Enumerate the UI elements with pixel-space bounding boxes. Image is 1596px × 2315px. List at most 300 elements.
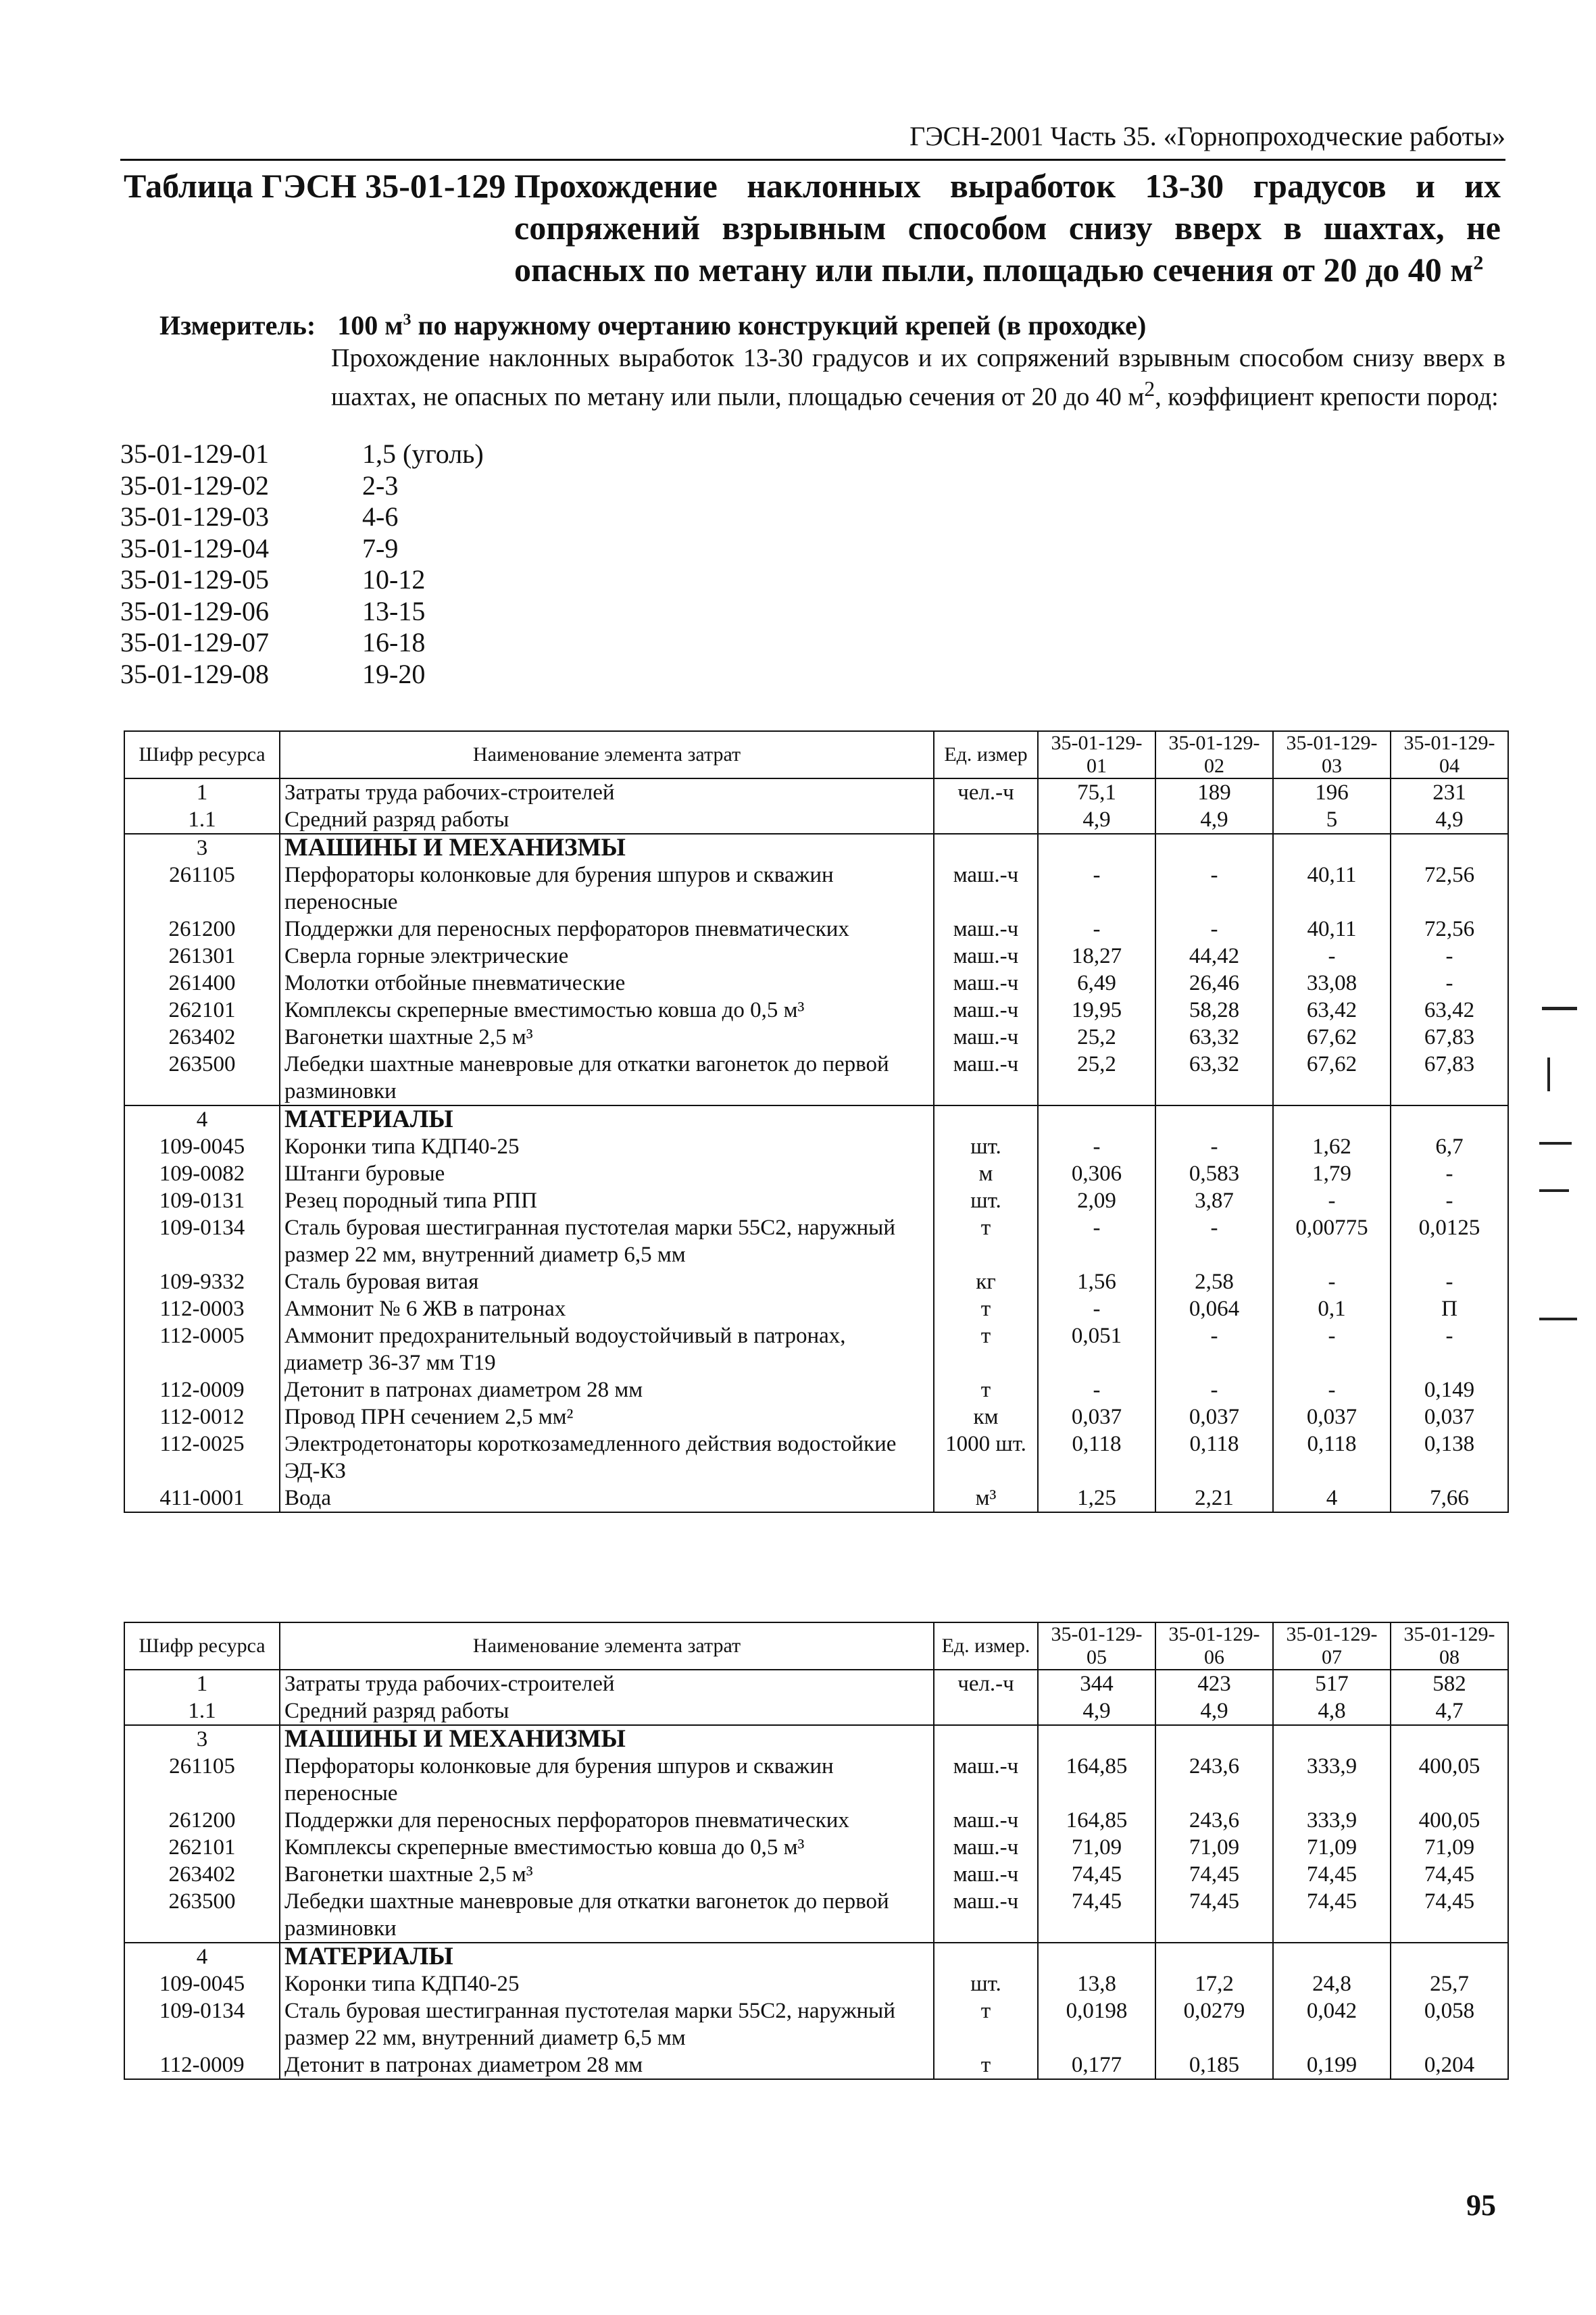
table-row: [124, 1160, 1508, 1187]
cost-element-name: Коронки типа КДП40-25: [280, 1970, 934, 1997]
norm-value: 5: [1273, 806, 1391, 834]
resource-code: 262101: [124, 997, 280, 1024]
norm-value: -: [1391, 943, 1508, 970]
norm-value: 333,9: [1273, 1753, 1391, 1807]
resource-code: 261400: [124, 970, 280, 997]
resource-table-2: [124, 1622, 1509, 2080]
unit: маш.-ч: [934, 997, 1038, 1024]
measure-label: Измеритель:: [159, 310, 316, 341]
scan-mark: [1539, 1318, 1577, 1320]
norm-value: 231: [1391, 778, 1508, 806]
norm-value: 400,05: [1391, 1753, 1508, 1807]
cost-element-name: Затраты труда рабочих-строителей: [280, 1670, 934, 1697]
table-row: [124, 806, 1508, 834]
norm-value: -: [1038, 916, 1155, 943]
cost-element-name: Сверла горные электрические: [280, 943, 934, 970]
norm-value: 400,05: [1391, 1807, 1508, 1834]
unit: т: [934, 1322, 1038, 1376]
norm-value: 25,2: [1038, 1051, 1155, 1105]
norm-value: 196: [1273, 778, 1391, 806]
unit: шт.: [934, 1970, 1038, 1997]
resource-code: 411-0001: [124, 1485, 280, 1512]
norm-value: 58,28: [1155, 997, 1273, 1024]
resource-code: 1.1: [124, 806, 280, 834]
norm-value: -: [1273, 1322, 1391, 1376]
norm-value: 164,85: [1038, 1753, 1155, 1807]
cost-element-name: Молотки отбойные пневматические: [280, 970, 934, 997]
header-cost-element: Наименование элемента затрат: [280, 731, 934, 778]
norm-value: 75,1: [1038, 778, 1155, 806]
norm-value: 243,6: [1155, 1807, 1273, 1834]
unit: маш.-ч: [934, 1888, 1038, 1943]
norm-value: 13,8: [1038, 1970, 1155, 1997]
norm-value: 0,042: [1273, 1997, 1391, 2051]
table-row: [124, 1403, 1508, 1430]
norm-value: -: [1391, 970, 1508, 997]
cost-element-name: Сталь буровая витая: [280, 1268, 934, 1295]
norm-value: [1273, 834, 1391, 862]
unit: м: [934, 1160, 1038, 1187]
norm-value: 1,25: [1038, 1485, 1155, 1512]
norm-value: -: [1155, 1322, 1273, 1376]
table-row: [124, 1322, 1508, 1376]
norm-value: 25,2: [1038, 1024, 1155, 1051]
cost-element-name: Детонит в патронах диаметром 28 мм: [280, 2051, 934, 2079]
table-row: [124, 1051, 1508, 1105]
code-id: 35-01-129-01: [120, 439, 269, 469]
measure-value: 100 $м^3$ по наружному очертанию конструкций крепей (в проходке): [337, 310, 1147, 341]
table-row: [124, 1376, 1508, 1403]
norm-value: 0,0198: [1038, 1997, 1155, 2051]
norm-value: 0,138: [1391, 1430, 1508, 1485]
norm-value: 0,037: [1391, 1403, 1508, 1430]
norm-value: 4,7: [1391, 1697, 1508, 1725]
table-header-row: [124, 731, 1508, 778]
table-row: [124, 1187, 1508, 1214]
norm-value: 67,62: [1273, 1051, 1391, 1105]
norm-value: -: [1273, 1376, 1391, 1403]
norm-value: -: [1155, 916, 1273, 943]
norm-value: 17,2: [1155, 1970, 1273, 1997]
norm-value: [1155, 1105, 1273, 1133]
norm-value: 4,9: [1391, 806, 1508, 834]
unit: т: [934, 1997, 1038, 2051]
norm-value: -: [1391, 1160, 1508, 1187]
norm-value: 0,064: [1155, 1295, 1273, 1322]
unit: маш.-ч: [934, 1834, 1038, 1861]
norm-value: [1155, 1725, 1273, 1753]
norm-value: 72,56: [1391, 862, 1508, 916]
section-row: [124, 1105, 1508, 1133]
norm-value: 1,56: [1038, 1268, 1155, 1295]
unit: 1000 шт.: [934, 1430, 1038, 1485]
unit: т: [934, 1376, 1038, 1403]
norm-value: 344: [1038, 1670, 1155, 1697]
resource-code: 261105: [124, 1753, 280, 1807]
table-row: [124, 1697, 1508, 1725]
table-row: [124, 1268, 1508, 1295]
norm-value: -: [1038, 862, 1155, 916]
scan-mark: [1542, 1007, 1577, 1010]
unit: шт.: [934, 1187, 1038, 1214]
norm-value: [1155, 1943, 1273, 1970]
cost-element-name: МАШИНЫ И МЕХАНИЗМЫ: [280, 834, 934, 862]
norm-value: [1155, 834, 1273, 862]
norm-value: -: [1038, 1295, 1155, 1322]
resource-code: 261105: [124, 862, 280, 916]
norm-value: [1391, 1943, 1508, 1970]
norm-value: 0,037: [1273, 1403, 1391, 1430]
norm-value: 0,037: [1155, 1403, 1273, 1430]
norm-value: 44,42: [1155, 943, 1273, 970]
table-row: [124, 1214, 1508, 1268]
table-row: [124, 1024, 1508, 1051]
norm-value: [1273, 1943, 1391, 1970]
code-value: 16-18: [362, 627, 426, 657]
norm-value: 517: [1273, 1670, 1391, 1697]
table-row: [124, 970, 1508, 997]
cost-element-name: Вагонетки шахтные 2,5 м³: [280, 1861, 934, 1888]
norm-value: 67,62: [1273, 1024, 1391, 1051]
resource-code: 263402: [124, 1861, 280, 1888]
table-row: [124, 997, 1508, 1024]
norm-value: 0,037: [1038, 1403, 1155, 1430]
resource-code: 112-0025: [124, 1430, 280, 1485]
table-row: [124, 2051, 1508, 2079]
measure-row: [159, 309, 1146, 341]
norm-value: 25,7: [1391, 1970, 1508, 1997]
resource-code: 1.1: [124, 1697, 280, 1725]
resource-code: 109-0131: [124, 1187, 280, 1214]
unit: [934, 834, 1038, 862]
norm-value: 74,45: [1038, 1888, 1155, 1943]
norm-value: 0,583: [1155, 1160, 1273, 1187]
norm-value: 74,45: [1155, 1888, 1273, 1943]
code-value: 13-15: [362, 595, 426, 626]
table-row: [124, 916, 1508, 943]
norm-value: 0,0279: [1155, 1997, 1273, 2051]
resource-code: 109-9332: [124, 1268, 280, 1295]
norm-value: 189: [1155, 778, 1273, 806]
norm-value: -: [1273, 1187, 1391, 1214]
unit: [934, 1697, 1038, 1725]
table-row: [124, 778, 1508, 806]
table-row: [124, 1485, 1508, 1512]
norm-value: 243,6: [1155, 1753, 1273, 1807]
norm-value: 423: [1155, 1670, 1273, 1697]
cost-element-name: МАТЕРИАЛЫ: [280, 1105, 934, 1133]
cost-element-name: Вагонетки шахтные 2,5 м³: [280, 1024, 934, 1051]
unit: маш.-ч: [934, 1861, 1038, 1888]
section-row: [124, 834, 1508, 862]
norm-value: 0,149: [1391, 1376, 1508, 1403]
norm-value: [1038, 1725, 1155, 1753]
resource-code: 109-0134: [124, 1214, 280, 1268]
header-norm-1: 35-01-129-01: [1038, 731, 1155, 778]
norm-value: [1273, 1725, 1391, 1753]
norm-value: 26,46: [1155, 970, 1273, 997]
norm-value: [1038, 1105, 1155, 1133]
norm-value: 0,306: [1038, 1160, 1155, 1187]
resource-code: 109-0045: [124, 1133, 280, 1160]
table-row: [124, 1753, 1508, 1807]
table-row: [124, 1670, 1508, 1697]
title-text: Прохождение наклонных выработок 13-30 градусов и их сопряжений взрывным способом снизу вверх в шахтах, не опасных по метану или пыли, площадью сечения от 20 до 40 $м^2$: [514, 167, 1501, 289]
unit: т: [934, 1214, 1038, 1268]
code-value: 4-6: [362, 501, 399, 532]
running-header: ГЭСН-2001 Часть 35. «Горнопроходческие работы»: [120, 120, 1505, 161]
norm-value: 33,08: [1273, 970, 1391, 997]
unit: маш.-ч: [934, 916, 1038, 943]
resource-code: 112-0012: [124, 1403, 280, 1430]
resource-code: 261200: [124, 1807, 280, 1834]
scan-mark: [1539, 1189, 1569, 1192]
cost-element-name: Провод ПРН сечением 2,5 мм²: [280, 1403, 934, 1430]
resource-code: 3: [124, 834, 280, 862]
header-cost-element: Наименование элемента затрат: [280, 1622, 934, 1670]
cost-element-name: Комплексы скреперные вместимостью ковша до 0,5 м³: [280, 997, 934, 1024]
table-header-row: [124, 1622, 1508, 1670]
resource-code: 4: [124, 1105, 280, 1133]
section-row: [124, 1943, 1508, 1970]
norm-value: -: [1155, 1214, 1273, 1268]
norm-value: 24,8: [1273, 1970, 1391, 1997]
norm-value: -: [1391, 1187, 1508, 1214]
norm-value: 71,09: [1273, 1834, 1391, 1861]
table-row: [124, 1133, 1508, 1160]
code-id: 35-01-129-08: [120, 658, 269, 689]
unit: км: [934, 1403, 1038, 1430]
norm-value: 333,9: [1273, 1807, 1391, 1834]
norm-value: 63,42: [1391, 997, 1508, 1024]
unit: шт.: [934, 1133, 1038, 1160]
table-row: [124, 1295, 1508, 1322]
norm-value: -: [1391, 1268, 1508, 1295]
code-value: 7-9: [362, 532, 399, 564]
code-id: 35-01-129-05: [120, 564, 269, 595]
unit: м³: [934, 1485, 1038, 1512]
resource-code: 261200: [124, 916, 280, 943]
header-unit: Ед. измер.: [934, 1622, 1038, 1670]
cost-element-name: Затраты труда рабочих-строителей: [280, 778, 934, 806]
resource-code: 112-0009: [124, 1376, 280, 1403]
unit: [934, 1943, 1038, 1970]
norm-value: [1273, 1105, 1391, 1133]
norm-value: 0,0125: [1391, 1214, 1508, 1268]
norm-value: 3,87: [1155, 1187, 1273, 1214]
cost-element-name: Штанги буровые: [280, 1160, 934, 1187]
norm-value: -: [1155, 862, 1273, 916]
cost-element-name: Электродетонаторы короткозамедленного действия водостойкие ЭД-КЗ: [280, 1430, 934, 1485]
resource-code: 109-0045: [124, 1970, 280, 1997]
cost-element-name: МАТЕРИАЛЫ: [280, 1943, 934, 1970]
section-row: [124, 1725, 1508, 1753]
table-row: [124, 1970, 1508, 1997]
cost-element-name: Вода: [280, 1485, 934, 1512]
cost-element-name: Средний разряд работы: [280, 1697, 934, 1725]
cost-element-name: Поддержки для переносных перфораторов пневматических: [280, 1807, 934, 1834]
norm-value: 63,42: [1273, 997, 1391, 1024]
norm-value: 6,7: [1391, 1133, 1508, 1160]
resource-code: 1: [124, 778, 280, 806]
norm-value: 19,95: [1038, 997, 1155, 1024]
unit: маш.-ч: [934, 943, 1038, 970]
norm-value: [1391, 834, 1508, 862]
header-norm-2: 35-01-129-06: [1155, 1622, 1273, 1670]
norm-value: 0,118: [1273, 1430, 1391, 1485]
norm-value: 0,204: [1391, 2051, 1508, 2079]
norm-value: 1,79: [1273, 1160, 1391, 1187]
header-norm-4: 35-01-129-04: [1391, 731, 1508, 778]
table-row: [124, 1888, 1508, 1943]
norm-value: 74,45: [1155, 1861, 1273, 1888]
resource-code: 109-0134: [124, 1997, 280, 2051]
norm-value: 0,051: [1038, 1322, 1155, 1376]
norm-value: 67,83: [1391, 1024, 1508, 1051]
header-norm-3: 35-01-129-07: [1273, 1622, 1391, 1670]
norm-value: 74,45: [1273, 1861, 1391, 1888]
norm-value: 40,11: [1273, 916, 1391, 943]
norm-value: -: [1391, 1322, 1508, 1376]
header-norm-2: 35-01-129-02: [1155, 731, 1273, 778]
unit: чел.-ч: [934, 1670, 1038, 1697]
unit: маш.-ч: [934, 970, 1038, 997]
norm-value: -: [1273, 1268, 1391, 1295]
norm-value: 74,45: [1391, 1861, 1508, 1888]
code-id: 35-01-129-03: [120, 501, 269, 532]
code-value: 1,5 (уголь): [362, 439, 484, 469]
norm-value: 63,32: [1155, 1024, 1273, 1051]
norm-value: 164,85: [1038, 1807, 1155, 1834]
cost-element-name: Лебедки шахтные маневровые для откатки вагонеток до первой разминовки: [280, 1888, 934, 1943]
unit: [934, 806, 1038, 834]
resource-code: 3: [124, 1725, 280, 1753]
table-row: [124, 1807, 1508, 1834]
unit: чел.-ч: [934, 778, 1038, 806]
norm-value: [1038, 1943, 1155, 1970]
norm-value: 7,66: [1391, 1485, 1508, 1512]
code-value: 2-3: [362, 470, 399, 501]
scan-mark: [1547, 1057, 1550, 1091]
cost-element-name: Аммонит предохранительный водоустойчивый в патронах, диаметр 36-37 мм Т19: [280, 1322, 934, 1376]
cost-element-name: Аммонит № 6 ЖВ в патронах: [280, 1295, 934, 1322]
norm-value: 0,1: [1273, 1295, 1391, 1322]
cost-element-name: Перфораторы колонковые для бурения шпуров и скважин переносные: [280, 1753, 934, 1807]
header-norm-4: 35-01-129-08: [1391, 1622, 1508, 1670]
resource-code: 263402: [124, 1024, 280, 1051]
resource-code: 109-0082: [124, 1160, 280, 1187]
norm-value: -: [1155, 1376, 1273, 1403]
norm-value: 0,177: [1038, 2051, 1155, 2079]
resource-code: 261301: [124, 943, 280, 970]
cost-element-name: Сталь буровая шестигранная пустотелая марки 55С2, наружный размер 22 мм, внутренний диаметр 6,5 мм: [280, 1997, 934, 2051]
norm-value: 67,83: [1391, 1051, 1508, 1105]
unit: маш.-ч: [934, 1753, 1038, 1807]
unit: маш.-ч: [934, 1807, 1038, 1834]
norm-value: 2,21: [1155, 1485, 1273, 1512]
unit: маш.-ч: [934, 862, 1038, 916]
page-number: 95: [1466, 2189, 1496, 2222]
cost-element-name: Резец породный типа РПП: [280, 1187, 934, 1214]
norm-value: 71,09: [1391, 1834, 1508, 1861]
cost-element-name: Комплексы скреперные вместимостью ковша до 0,5 м³: [280, 1834, 934, 1861]
header-resource-code: Шифр ресурса: [124, 1622, 280, 1670]
norm-value: 2,09: [1038, 1187, 1155, 1214]
norm-value: 6,49: [1038, 970, 1155, 997]
cost-element-name: Детонит в патронах диаметром 28 мм: [280, 1376, 934, 1403]
cost-element-name: Коронки типа КДП40-25: [280, 1133, 934, 1160]
norm-value: 72,56: [1391, 916, 1508, 943]
norm-value: 74,45: [1273, 1888, 1391, 1943]
norm-value: 4: [1273, 1485, 1391, 1512]
norm-value: 0,118: [1155, 1430, 1273, 1485]
norm-value: [1391, 1725, 1508, 1753]
norm-value: 0,118: [1038, 1430, 1155, 1485]
norm-value: 2,58: [1155, 1268, 1273, 1295]
norm-value: -: [1155, 1133, 1273, 1160]
norm-value: 18,27: [1038, 943, 1155, 970]
resource-code: 263500: [124, 1888, 280, 1943]
norm-value: 0,00775: [1273, 1214, 1391, 1268]
cost-element-name: Поддержки для переносных перфораторов пневматических: [280, 916, 934, 943]
table-row: [124, 1997, 1508, 2051]
unit: кг: [934, 1268, 1038, 1295]
header-unit: Ед. измер: [934, 731, 1038, 778]
norm-value: 71,09: [1038, 1834, 1155, 1861]
norm-value: 0,058: [1391, 1997, 1508, 2051]
table-row: [124, 1834, 1508, 1861]
resource-code: 1: [124, 1670, 280, 1697]
code-value: 19-20: [362, 658, 426, 689]
norm-value: [1391, 1105, 1508, 1133]
table-row: [124, 862, 1508, 916]
norm-value: 40,11: [1273, 862, 1391, 916]
unit: т: [934, 1295, 1038, 1322]
norm-value: 1,62: [1273, 1133, 1391, 1160]
norm-value: 582: [1391, 1670, 1508, 1697]
code-id: 35-01-129-02: [120, 470, 269, 501]
resource-code: 112-0005: [124, 1322, 280, 1376]
cost-element-name: Перфораторы колонковые для бурения шпуров и скважин переносные: [280, 862, 934, 916]
code-id: 35-01-129-06: [120, 595, 269, 626]
cost-element-name: Сталь буровая шестигранная пустотелая марки 55С2, наружный размер 22 мм, внутренний диаметр 6,5 мм: [280, 1214, 934, 1268]
norm-value: -: [1038, 1376, 1155, 1403]
norm-value: 0,185: [1155, 2051, 1273, 2079]
unit: [934, 1725, 1038, 1753]
unit: т: [934, 2051, 1038, 2079]
norm-value: 4,9: [1038, 806, 1155, 834]
header-norm-3: 35-01-129-03: [1273, 731, 1391, 778]
cost-element-name: МАШИНЫ И МЕХАНИЗМЫ: [280, 1725, 934, 1753]
norm-value: 74,45: [1038, 1861, 1155, 1888]
norm-value: [1038, 834, 1155, 862]
norm-value: 71,09: [1155, 1834, 1273, 1861]
header-resource-code: Шифр ресурса: [124, 731, 280, 778]
norm-value: -: [1273, 943, 1391, 970]
work-description: Прохождение наклонных выработок 13-30 градусов и их сопряжений взрывным способом снизу вверх в шахтах, не опасных по метану или пыли, площадью сечения от 20 до 40 $м^2$, коэффициент крепости пород:: [331, 344, 1505, 412]
norm-value: 0,199: [1273, 2051, 1391, 2079]
scan-mark: [1539, 1142, 1572, 1145]
unit: маш.-ч: [934, 1024, 1038, 1051]
resource-code: 112-0009: [124, 2051, 280, 2079]
unit: маш.-ч: [934, 1051, 1038, 1105]
resource-code: 4: [124, 1943, 280, 1970]
table-row: [124, 1861, 1508, 1888]
title-prefix: Таблица ГЭСН 35-01-129: [124, 167, 506, 205]
norm-value: 4,8: [1273, 1697, 1391, 1725]
code-value: 10-12: [362, 564, 426, 595]
table-row: [124, 1430, 1508, 1485]
